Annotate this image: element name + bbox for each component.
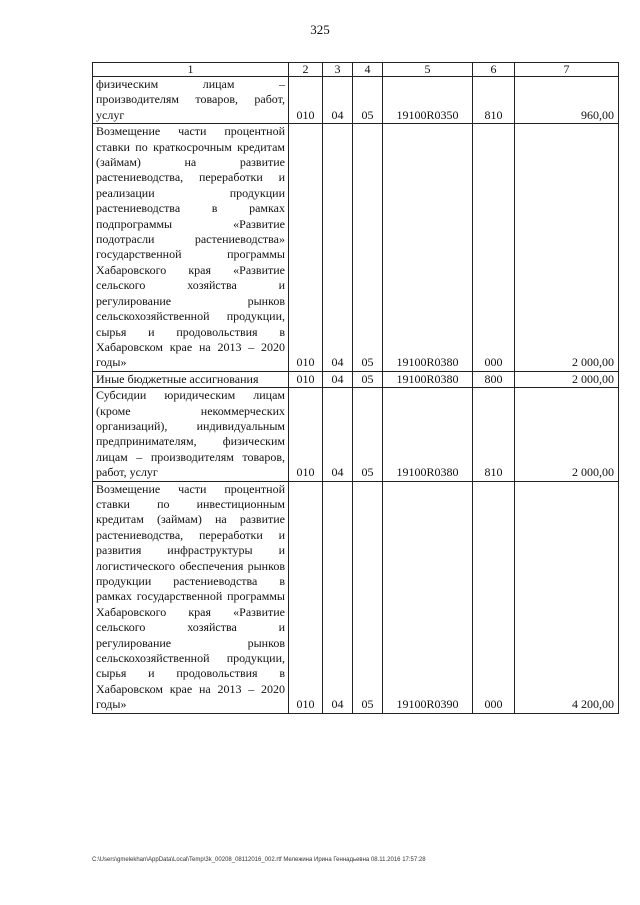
row-description: Субсидии юридическим лицам (кроме некоммерческих организаций), индивидуальным предпринимателям, физическим лицам – производителям товаров, работ, услуг	[93, 388, 289, 481]
row-code-5: 19100R0380	[383, 388, 473, 481]
row-code-6: 810	[473, 388, 515, 481]
row-description: Возмещение части процентной ставки по инвестиционным кредитам (займам) на развитие растениеводства, переработки и развития инфраструктуры и логистического обеспечения рынков продукции растениеводства в рамках государственной программы Хабаровского края «Развитие сельского хозяйства и регулирование рынков сельскохозяйственной продукции, сырья и продовольствия в Хабаровском крае на 2013 – 2020 годы»	[93, 481, 289, 713]
row-description: физическим лицам – производителям товаров, работ, услуг	[93, 77, 289, 124]
budget-table	[92, 62, 619, 714]
row-amount: 960,00	[515, 77, 619, 124]
row-code-6: 000	[473, 481, 515, 713]
row-code-5: 19100R0390	[383, 481, 473, 713]
row-code-3: 04	[323, 371, 353, 387]
row-code-6: 800	[473, 371, 515, 387]
row-code-4: 05	[353, 388, 383, 481]
row-amount: 2 000,00	[515, 388, 619, 481]
row-code-4: 05	[353, 124, 383, 372]
row-code-2: 010	[289, 388, 323, 481]
row-code-3: 04	[323, 124, 353, 372]
row-code-6: 810	[473, 77, 515, 124]
row-code-4: 05	[353, 371, 383, 387]
row-code-2: 010	[289, 77, 323, 124]
header-cell-4: 4	[353, 63, 383, 77]
table-row	[93, 371, 619, 387]
row-code-2: 010	[289, 481, 323, 713]
row-description: Иные бюджетные ассигнования	[93, 371, 289, 387]
table-row	[93, 124, 619, 372]
row-code-5: 19100R0380	[383, 124, 473, 372]
header-cell-5: 5	[383, 63, 473, 77]
row-description: Возмещение части процентной ставки по краткосрочным кредитам (займам) на развитие растениеводства, переработки и реализации продукции растениеводства в рамках подпрограммы «Развитие подотрасли растениеводства» государственной программы Хабаровского края «Развитие сельского хозяйства и регулирование рынков сельскохозяйственной продукции, сырья и продовольствия в Хабаровском крае на 2013 – 2020 годы»	[93, 124, 289, 372]
row-code-4: 05	[353, 77, 383, 124]
header-cell-6: 6	[473, 63, 515, 77]
table-header-row	[93, 63, 619, 77]
document-footer-path: C:\Users\gmelekhan\AppData\Local\Temp\3k_00208_08112016_002.rtf Мележина Ирина Геннадьевна 08.11.2016 17:57:28	[92, 857, 426, 863]
row-amount: 2 000,00	[515, 371, 619, 387]
row-amount: 4 200,00	[515, 481, 619, 713]
row-code-4: 05	[353, 481, 383, 713]
row-code-3: 04	[323, 481, 353, 713]
row-code-3: 04	[323, 77, 353, 124]
page-number: 325	[310, 22, 330, 37]
row-code-2: 010	[289, 124, 323, 372]
header-cell-1: 1	[93, 63, 289, 77]
row-code-2: 010	[289, 371, 323, 387]
header-cell-3: 3	[323, 63, 353, 77]
row-code-5: 19100R0350	[383, 77, 473, 124]
row-code-5: 19100R0380	[383, 371, 473, 387]
header-cell-2: 2	[289, 63, 323, 77]
table-row	[93, 481, 619, 713]
table-row	[93, 77, 619, 124]
row-code-3: 04	[323, 388, 353, 481]
table-row	[93, 388, 619, 481]
header-cell-7: 7	[515, 63, 619, 77]
row-amount: 2 000,00	[515, 124, 619, 372]
row-code-6: 000	[473, 124, 515, 372]
